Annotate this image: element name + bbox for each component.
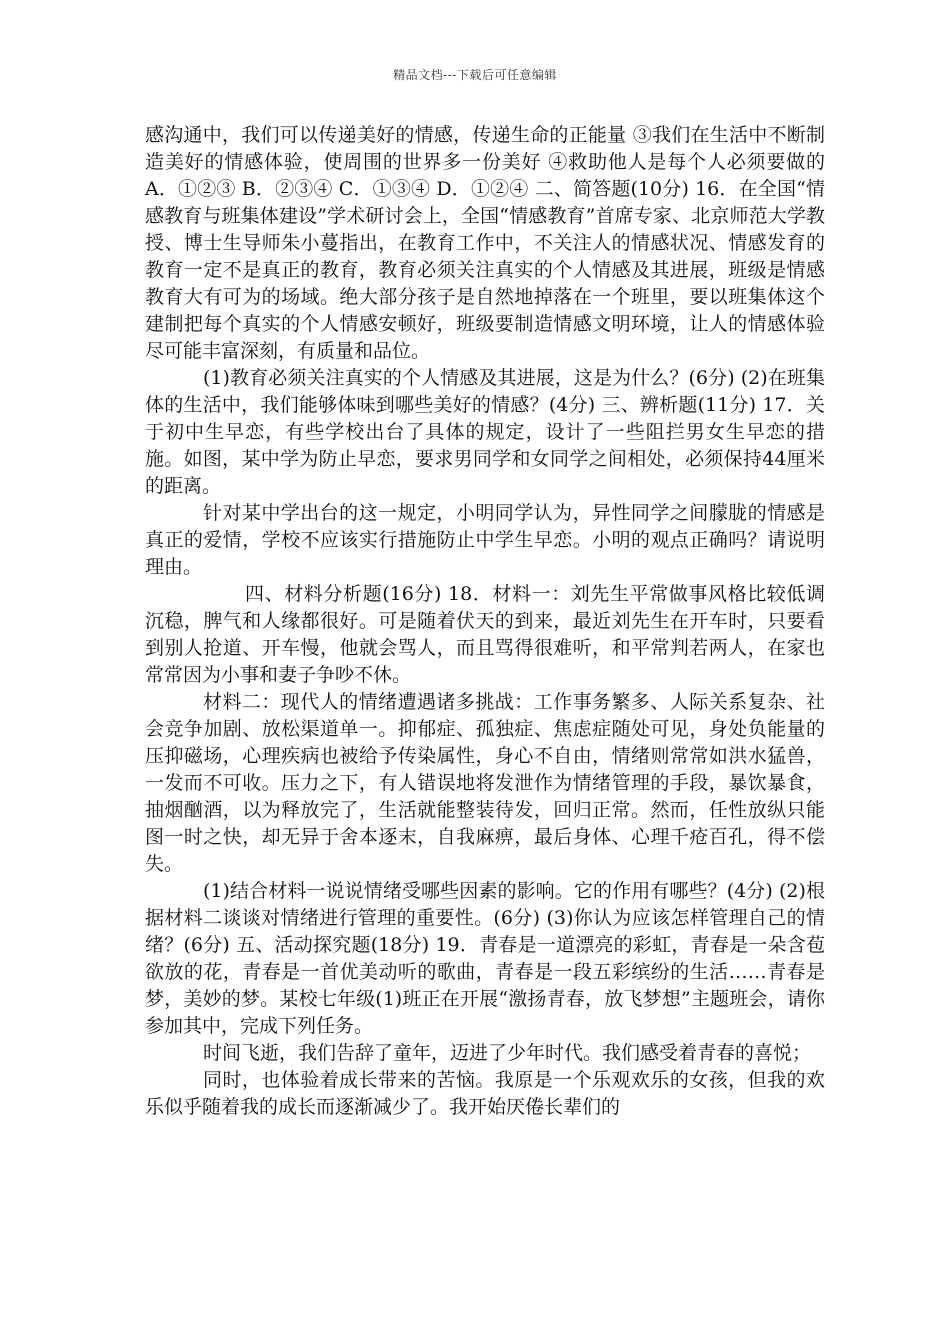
paragraph-6: (1)结合材料一说说情绪受哪些因素的影响。它的作用有哪些？(4分) (2)根据材料二谈谈对情绪进行管理的重要性。(6分) (3)你认为应该怎样管理自己的情绪？(6分) 五、活动探究题(18分) 19．青春是一道漂亮的彩虹，青春是一朵含苞欲放的花，青春是一首优美动听的歌曲，青春是一段五彩缤纷的生活……青春是梦，美妙的梦。某校七年级(1)班正在开展“激扬青春，放飞梦想”主题班会，请你参加其中，完成下列任务。 xyxy=(145,880,825,1037)
document-body xyxy=(145,122,825,1121)
paragraph-7: 时间飞逝，我们告辞了童年，迈进了少年时代。我们感受着青春的喜悦； xyxy=(203,1042,812,1064)
page-header: 精品文档---下载后可任意编辑 xyxy=(393,68,557,82)
paragraph-4: 四、材料分析题(16分) 18．材料一：刘先生平常做事风格比较低调沉稳，脾气和人缘都很好。可是随着伏天的到来，最近刘先生在开车时，只要看到别人抢道、开车慢，他就会骂人，而且骂得很难听，和平常判若两人，在家也常常因为小事和妻子争吵不休。 xyxy=(145,583,825,686)
paragraph-3: 针对某中学出台的这一规定，小明同学认为，异性同学之间朦胧的情感是真正的爱情，学校不应该实行措施防止中学生早恋。小明的观点正确吗？请说明理由。 xyxy=(145,502,825,578)
paragraph-5: 材料二：现代人的情绪遭遇诸多挑战：工作事务繁多、人际关系复杂、社会竞争加剧、放松渠道单一。抑郁症、孤独症、焦虑症随处可见，身处负能量的压抑磁场，心理疾病也被给予传染属性，身心不自由，情绪则常常如洪水猛兽，一发而不可收。压力之下，有人错误地将发泄作为情绪管理的手段，暴饮暴食，抽烟酗酒，以为释放完了，生活就能整装待发，回归正常。然而，任性放纵只能图一时之快，却无异于舍本逐末，自我麻痹，最后身体、心理千疮百孔，得不偿失。 xyxy=(145,691,825,875)
paragraph-2: (1)教育必须关注真实的个人情感及其进展，这是为什么？(6分) (2)在班集体的生活中，我们能够体味到哪些美好的情感？(4分) 三、辨析题(11分) 17．关于初中生早恋，有些学校出台了具体的规定，设计了一些阻拦男女生早恋的措施。如图，某中学为防止早恋，要求男同学和女同学之间相处，必须保持44厘米的距离。 xyxy=(145,367,825,497)
paragraph-1: 感沟通中，我们可以传递美好的情感，传递生命的正能量 ③我们在生活中不断制造美好的情感体验，使周围的世界多一份美好 ④救助他人是每个人必须要做的 A．①②③ B．②③④ C．①③④ D．①②④ 二、简答题(10分) 16．在全国“情感教育与班集体建设”学术研讨会上，全国“情感教育”首席专家、北京师范大学教授、博士生导师朱小蔓指出，在教育工作中，不关注人的情感状况、情感发育的教育一定不是真正的教育，教育必须关注真实的个人情感及其进展，班级是情感教育大有可为的场域。绝大部分孩子是自然地掉落在一个班里，要以班集体这个建制把每个真实的个人情感安顿好，班级要制造情感文明环境，让人的情感体验尽可能丰富深刻，有质量和品位。 xyxy=(145,124,825,362)
paragraph-8: 同时，也体验着成长带来的苦恼。我原是一个乐观欢乐的女孩，但我的欢乐似乎随着我的成长而逐渐减少了。我开始厌倦长辈们的 xyxy=(145,1069,825,1118)
